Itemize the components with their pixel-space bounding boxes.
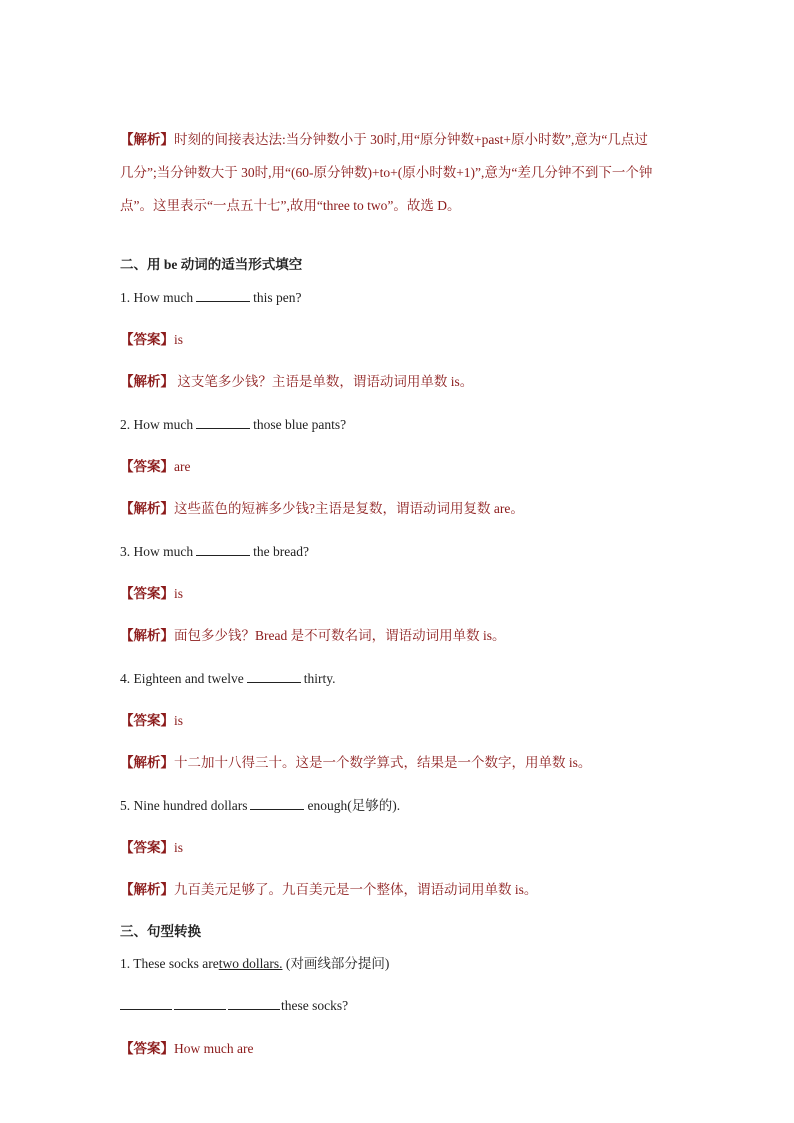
answer-2-value: are <box>174 459 191 474</box>
transform-blank-3[interactable] <box>228 996 280 1010</box>
answer-3-value: is <box>174 586 184 601</box>
transform-blank-2[interactable] <box>174 996 226 1010</box>
question-5-before: 5. Nine hundred dollars <box>120 798 248 813</box>
question-5-blank[interactable] <box>250 796 304 810</box>
intro-line-3: 点”。这里表示“一点五十七”,故用“three to two”。故选 D。 <box>120 198 461 213</box>
answer-3 <box>120 584 684 604</box>
question-4-before: 4. Eighteen and twelve <box>120 671 244 686</box>
question-3 <box>120 542 684 562</box>
transform-answer-1 <box>120 1039 684 1059</box>
transform-question-1-blanks <box>120 996 684 1016</box>
question-1-after: this pen? <box>253 290 302 305</box>
answer-5-value: is <box>174 840 184 855</box>
question-5-after: enough(足够的). <box>307 798 401 813</box>
question-2-after: those blue pants? <box>253 417 347 432</box>
answer-tag: 【答案】 <box>120 840 174 855</box>
question-3-after: the bread? <box>253 544 309 559</box>
question-1-blank[interactable] <box>196 288 250 302</box>
explanation-tag: 【解析】 <box>120 628 174 643</box>
intro-line-2: 几分”;当分钟数大于 30时,用“(60-原分钟数)+to+(原小时数+1)”,意为“差几分钟不到下一个钟 <box>120 165 653 180</box>
transform-blank-1[interactable] <box>120 996 172 1010</box>
section-2-title: 二、用 be 动词的适当形式填空 <box>120 257 303 272</box>
answer-5 <box>120 838 684 858</box>
answer-2 <box>120 457 684 477</box>
answer-tag: 【答案】 <box>120 713 174 728</box>
question-2-before: 2. How much <box>120 417 194 432</box>
explanation-5 <box>120 880 684 900</box>
explanation-tag: 【解析】 <box>120 755 174 770</box>
answer-tag: 【答案】 <box>120 459 174 474</box>
answer-tag: 【答案】 <box>120 1041 174 1056</box>
answer-1 <box>120 330 684 350</box>
transform-question-1-line2-after: these socks? <box>281 998 349 1013</box>
answer-tag: 【答案】 <box>120 586 174 601</box>
explanation-2 <box>120 499 684 519</box>
answer-tag: 【答案】 <box>120 332 174 347</box>
intro-text-1: 时刻的间接表达法:当分钟数小于 30时,用“原分钟数+past+原小时数”,意为“几点过 <box>174 132 648 147</box>
explanation-1 <box>120 372 684 392</box>
transform-question-1 <box>120 954 684 974</box>
question-4 <box>120 669 684 689</box>
explanation-tag: 【解析】 <box>120 132 174 147</box>
answer-1-value: is <box>174 332 184 347</box>
question-1 <box>120 288 684 308</box>
transform-question-1-underlined: two dollars. <box>218 956 283 971</box>
answer-4-value: is <box>174 713 184 728</box>
explanation-5-text: 九百美元足够了。九百美元是一个整体，谓语动词用单数 is。 <box>174 882 538 897</box>
explanation-1-text: 这支笔多少钱？主语是单数，谓语动词用单数 is。 <box>174 374 474 389</box>
explanation-4-text: 十二加十八得三十。这是一个数学算式，结果是一个数字，用单数 is。 <box>174 755 592 770</box>
explanation-tag: 【解析】 <box>120 882 174 897</box>
question-4-blank[interactable] <box>247 669 301 683</box>
answer-4 <box>120 711 684 731</box>
transform-question-1-after: (对画线部分提问) <box>282 956 390 971</box>
explanation-3-text: 面包多少钱？Bread 是不可数名词，谓语动词用单数 is。 <box>174 628 506 643</box>
question-3-blank[interactable] <box>196 542 250 556</box>
explanation-tag: 【解析】 <box>120 501 174 516</box>
question-2 <box>120 415 684 435</box>
intro-line-1 <box>120 130 684 150</box>
question-4-after: thirty. <box>303 671 336 686</box>
explanation-2-text: 这些蓝色的短裤多少钱?主语是复数，谓语动词用复数 are。 <box>174 501 524 516</box>
question-1-before: 1. How much <box>120 290 194 305</box>
explanation-4 <box>120 753 684 773</box>
question-5 <box>120 796 684 816</box>
transform-question-1-before: 1. These socks are <box>120 956 219 971</box>
transform-answer-1-value: How much are <box>174 1041 254 1056</box>
section-3-title: 三、句型转换 <box>120 924 201 939</box>
explanation-3 <box>120 626 684 646</box>
explanation-tag: 【解析】 <box>120 374 174 389</box>
question-2-blank[interactable] <box>196 415 250 429</box>
question-3-before: 3. How much <box>120 544 194 559</box>
